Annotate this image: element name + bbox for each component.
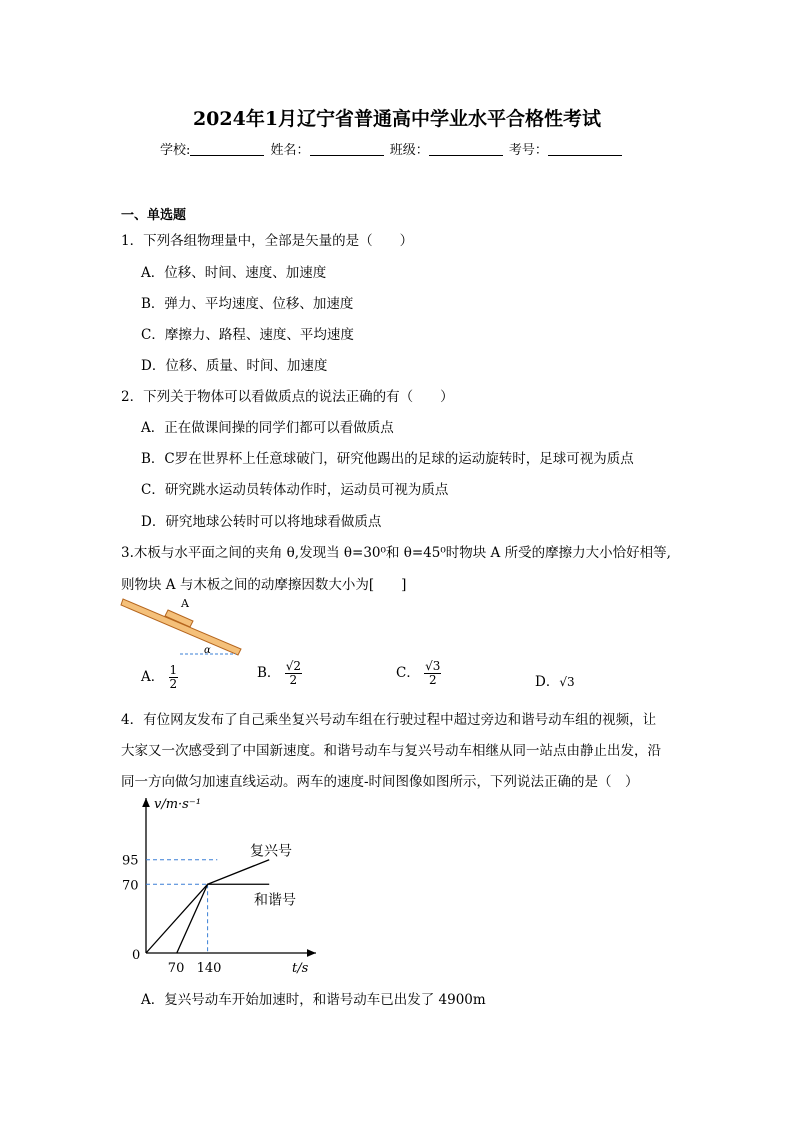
origin-label: 0 (132, 948, 141, 963)
question-2-option-b[interactable]: B．C罗在世界杯上任意球破门，研究他踢出的足球的运动旋转时，足球可视为质点 (141, 451, 634, 467)
question-1-option-a[interactable]: A．位移、时间、速度、加速度 (141, 265, 327, 281)
question-2-option-d[interactable]: D．研究地球公转时可以将地球看做质点 (141, 514, 382, 530)
question-3-stem-line-2: 则物块 A 与木板之间的动摩擦因数大小为[ ] (121, 577, 407, 593)
question-4-stem-line-2: 大家又一次感受到了中国新速度。和谐号动车与复兴号动车相继从同一站点由静止出发，沿 (121, 743, 661, 759)
y-tick-label-70: 70 (122, 878, 139, 894)
section-heading: 一、单选题 (121, 208, 187, 223)
angle-label: α (204, 645, 211, 656)
y-tick-label-95: 95 (122, 853, 139, 869)
question-4-option-a[interactable]: A．复兴号动车开始加速时，和谐号动车已出发了 4900m (141, 992, 486, 1008)
question-1-option-c[interactable]: C．摩擦力、路程、速度、平均速度 (141, 327, 354, 343)
name-blank[interactable] (310, 143, 384, 156)
question-4-stem-line-3: 同一方向做匀加速直线运动。两车的速度-时间图像如图所示，下列说法正确的是（ ） (121, 774, 639, 790)
exam-title: 2024年1月辽宁省普通高中学业水平合格性考试 (192, 108, 602, 130)
number-label: 考号： (508, 143, 548, 158)
question-2-option-c[interactable]: C．研究跳水运动员转体动作时，运动员可视为质点 (141, 482, 449, 498)
x-axis-label: t/s (292, 961, 309, 976)
question-3-option-b[interactable]: B． $\frac{√2}{2}$ (257, 659, 301, 687)
question-1-stem: 1．下列各组物理量中，全部是矢量的是（ ） (121, 233, 414, 249)
question-3-option-d[interactable]: D．√3 (535, 674, 575, 690)
school-blank[interactable] (190, 143, 264, 156)
question-2-stem: 2．下列关于物体可以看做质点的说法正确的有（ ） (121, 389, 454, 405)
class-label: 班级： (389, 143, 429, 158)
number-blank[interactable] (548, 143, 622, 156)
name-label: 姓名： (270, 143, 310, 158)
question-1-option-d[interactable]: D．位移、质量、时间、加速度 (141, 358, 328, 374)
block-label: A (181, 597, 189, 610)
school-label: 学校: (160, 143, 191, 158)
incline-figure (118, 594, 248, 658)
class-blank[interactable] (429, 143, 503, 156)
velocity-time-chart (114, 792, 324, 980)
x-tick-label-140: 140 (196, 961, 222, 976)
question-3-option-c[interactable]: C． $\frac{√3}{2}$ (396, 659, 441, 687)
question-3-option-a[interactable]: A． $\frac{1}{2}$ (141, 663, 178, 691)
x-tick-label-70: 70 (167, 961, 185, 976)
question-2-option-a[interactable]: A．正在做课间操的同学们都可以看做质点 (141, 420, 394, 436)
series-label-fuxing: 复兴号 (250, 843, 292, 860)
y-axis-label: v/m·s⁻¹ (154, 797, 201, 812)
question-1-option-b[interactable]: B．弹力、平均速度、位移、加速度 (141, 296, 354, 312)
question-3-stem-line-1: 3.木板与水平面之间的夹角 θ,发现当 θ=30⁰和 θ=45⁰时物块 A 所受的摩擦力大小恰好相等, (121, 545, 671, 561)
student-info-line (160, 139, 624, 158)
question-4-stem-line-1: 4．有位网友发布了自己乘坐复兴号动车组在行驶过程中超过旁边和谐号动车组的视频，让 (121, 712, 657, 728)
series-label-hexie: 和谐号 (254, 892, 296, 909)
